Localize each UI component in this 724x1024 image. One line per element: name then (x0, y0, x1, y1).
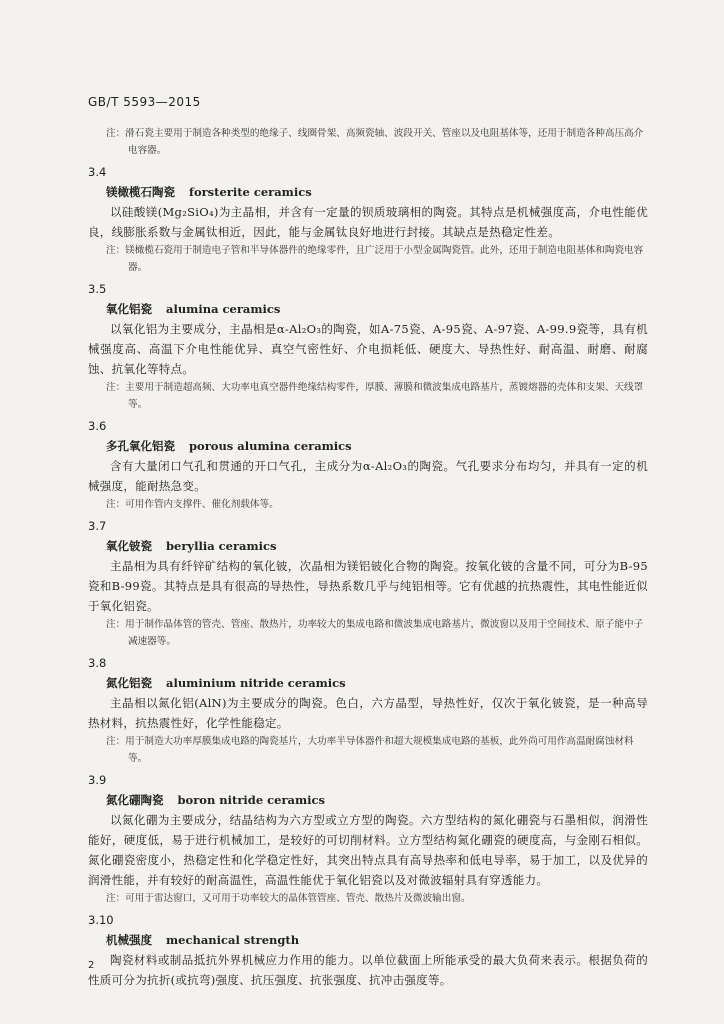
term-zh: 多孔氧化铝瓷 (106, 439, 175, 453)
top-note: 注：滑石瓷主要用于制造各种类型的绝缘子、线圈骨架、高频瓷轴、波段开关、管座以及电阻基体等，还用于制造各种高压高介电容器。 (106, 128, 644, 156)
section-3-5 (88, 279, 648, 413)
section-3-9 (88, 770, 648, 907)
definition: 含有大量闭口气孔和贯通的开口气孔，主成分为α-Al₂O₃的陶瓷。气孔要求分布均匀，并具有一定的机械强度，能耐热急变。 (88, 459, 648, 493)
term-en: forsterite ceramics (189, 185, 312, 199)
term-heading (106, 182, 648, 202)
section-3-6 (88, 416, 648, 513)
term-heading (106, 930, 648, 950)
note: 注：主要用于制造超高频、大功率电真空器件绝缘结构零件，厚膜、薄膜和微波集成电路基片，蒸镀熔器的壳体和支架、天线罩等。 (106, 382, 644, 410)
term-zh: 氧化铝瓷 (106, 302, 152, 316)
content-body (88, 125, 648, 990)
term-en: aluminium nitride ceramics (166, 676, 346, 690)
definition: 以硅酸镁(Mg₂SiO₄)为主晶相，并含有一定量的钡质玻璃相的陶瓷。其特点是机械强度高，介电性能优良，线膨胀系数与金属钛相近，因此，能与金属钛良好地进行封接。其缺点是热稳定性差。 (88, 205, 648, 239)
section-number: 3.6 (88, 419, 107, 433)
term-heading (106, 299, 648, 319)
term-zh: 镁橄榄石陶瓷 (106, 185, 175, 199)
section-number: 3.10 (88, 913, 114, 927)
definition: 主晶相以氮化铝(AlN)为主要成分的陶瓷。色白，六方晶型，导热性好，仅次于氧化铍瓷，是一种高导热材料，抗热震性好，化学性能稳定。 (88, 696, 648, 730)
note: 注：可用作管内支撑件、催化剂载体等。 (106, 499, 279, 510)
section-3-4 (88, 162, 648, 276)
standard-id: GB/T 5593—2015 (88, 95, 201, 109)
section-3-7 (88, 516, 648, 650)
note: 注：可用于雷达窗口，又可用于功率较大的晶体管管座、管壳、散热片及微波输出窗。 (106, 893, 471, 904)
section-number: 3.5 (88, 282, 107, 296)
term-zh: 氮化铝瓷 (106, 676, 152, 690)
term-heading (106, 536, 648, 556)
term-zh: 氧化铍瓷 (106, 539, 152, 553)
definition: 陶瓷材料或制品抵抗外界机械应力作用的能力。以单位截面上所能承受的最大负荷来表示。根据负荷的性质可分为抗折(或抗弯)强度、抗压强度、抗张强度、抗冲击强度等。 (88, 953, 648, 987)
section-number: 3.4 (88, 165, 107, 179)
term-heading (106, 790, 648, 810)
note: 注：用于制作晶体管的管壳、管座、散热片，功率较大的集成电路和微波集成电路基片，微波窗以及用于空间技术、原子能中子减速器等。 (106, 619, 644, 647)
term-zh: 机械强度 (106, 933, 152, 947)
section-number: 3.9 (88, 773, 107, 787)
term-en: alumina ceramics (166, 302, 281, 316)
definition: 以氧化铝为主要成分，主晶相是α-Al₂O₃的陶瓷，如A-75瓷、A-95瓷、A-97瓷、A-99.9瓷等，具有机械强度高、高温下介电性能优异、真空气密性好、介电损耗低、硬度大、导热性好、耐高温、耐磨、耐腐蚀、抗氧化等特点。 (88, 322, 648, 376)
term-zh: 氮化硼陶瓷 (106, 793, 164, 807)
section-number: 3.8 (88, 656, 107, 670)
term-en: porous alumina ceramics (189, 439, 352, 453)
section-number: 3.7 (88, 519, 107, 533)
note: 注：镁橄榄石瓷用于制造电子管和半导体器件的绝缘零件，且广泛用于小型金属陶瓷管。此外，还用于制造电阻基体和陶瓷电容器。 (106, 245, 644, 273)
section-3-10 (88, 910, 648, 990)
term-heading (106, 673, 648, 693)
section-3-8 (88, 653, 648, 767)
term-en: boron nitride ceramics (177, 793, 325, 807)
page-number: 2 (88, 960, 95, 971)
definition: 以氮化硼为主要成分，结晶结构为六方型或立方型的陶瓷。六方型结构的氮化硼瓷与石墨相似，润滑性能好，硬度低，易于进行机械加工，是较好的可切削材料。立方型结构氮化硼瓷的硬度高，与金刚石相似。氮化硼瓷密度小，热稳定性和化学稳定性好，其突出特点具有高导热率和低电导率，易于加工，以及优异的润滑性能，并有较好的耐高温性，高温性能优于氧化铝瓷以及对微波辐射具有穿透能力。 (88, 813, 648, 887)
note: 注：用于制造大功率厚膜集成电路的陶瓷基片，大功率半导体器件和超大规模集成电路的基板，此外尚可用作高温耐腐蚀材料等。 (106, 736, 634, 764)
definition: 主晶相为具有纤锌矿结构的氧化铍，次晶相为镁铝铍化合物的陶瓷。按氧化铍的含量不同，可分为B-95瓷和B-99瓷。其特点是具有很高的导热性，导热系数几乎与纯铝相等。它有优越的抗热震性，其电性能近似于氧化铝瓷。 (88, 559, 648, 613)
term-en: mechanical strength (166, 933, 300, 947)
term-heading (106, 436, 648, 456)
term-en: beryllia ceramics (166, 539, 277, 553)
